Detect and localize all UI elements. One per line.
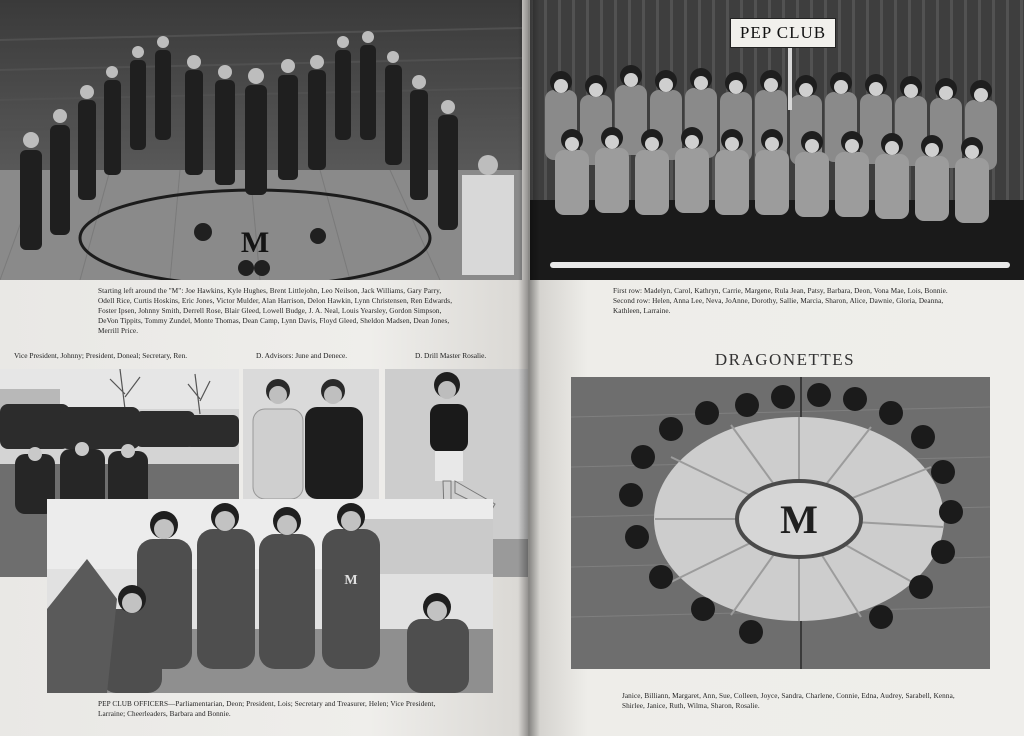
m-emblem-floor: M [240, 226, 270, 259]
dragonettes-heading: DRAGONETTES [714, 350, 856, 369]
pep-officers-photo [47, 499, 493, 693]
pep-club-sign: PEP CLUB [730, 18, 836, 48]
dragonettes-m-emblem: M [780, 497, 818, 542]
pep-club-caption: First row: Madelyn, Carol, Kathryn, Carrie, Margene, Rula Jean, Patsy, Barbara, Deon, Vona Mae, Lois, Bonnie. Second row: Helen, Anna Lee, Neva, JoAnne, Dorothy, Sallie, Marcia, Sharon, Alice, Dawnie, Gloria, Deanna, Kathleen, Larraine. [613, 287, 948, 315]
dragonettes-caption: Janice, Billiann, Margaret, Ann, Sue, Colleen, Joyce, Sandra, Charlene, Connie, Edna, Audrey, Sarabell, Kenna, Shirlee, Janice, Ruth, Wilma, Sharon, Rosalie. [622, 692, 955, 710]
advisors-photo [243, 369, 379, 499]
officers-label: Vice President, Johnny; President, Doneal; Secretary, Ren. [14, 351, 188, 360]
pep-officers-caption: PEP CLUB OFFICERS—Parliamentarian, Deon; President, Lois; Secretary and Treasurer, Helen; Vice President, Larraine; Cheerleaders, Barbara and Bonnie. [98, 700, 436, 718]
sweater-letter: M [344, 573, 358, 588]
m-club-caption: Starting left around the "M": Joe Hawkins, Kyle Hughes, Brent Littlejohn, Leo Neilson, Jack Williams, Gary Parry, Odell Rice, Curtis Hoskins, Eric Jones, Victor Mulder, Alan Harrison, Delon Hawkin, Lynn Christensen, Ren Edwards, Foster Ipsen, Johnny Smith, Derrell Rose, Blair Gleed, Lowell Budge, J. A. Neal, Louis Yearsley, Gordon Simpson, DeVon Tippits, Tommy Zundel, Monte Thomas, Dean Camp, Lynn Davis, Floyd Gleed, Sheldon Madsen, Dean Jones, Merrill Price. [98, 287, 453, 335]
drill-master-label: D. Drill Master Rosalie. [415, 351, 487, 360]
dragonettes-photo [571, 377, 990, 669]
advisors-label: D. Advisors: June and Denece. [256, 351, 348, 360]
book-gutter [518, 0, 540, 736]
m-club-photo [0, 0, 522, 280]
